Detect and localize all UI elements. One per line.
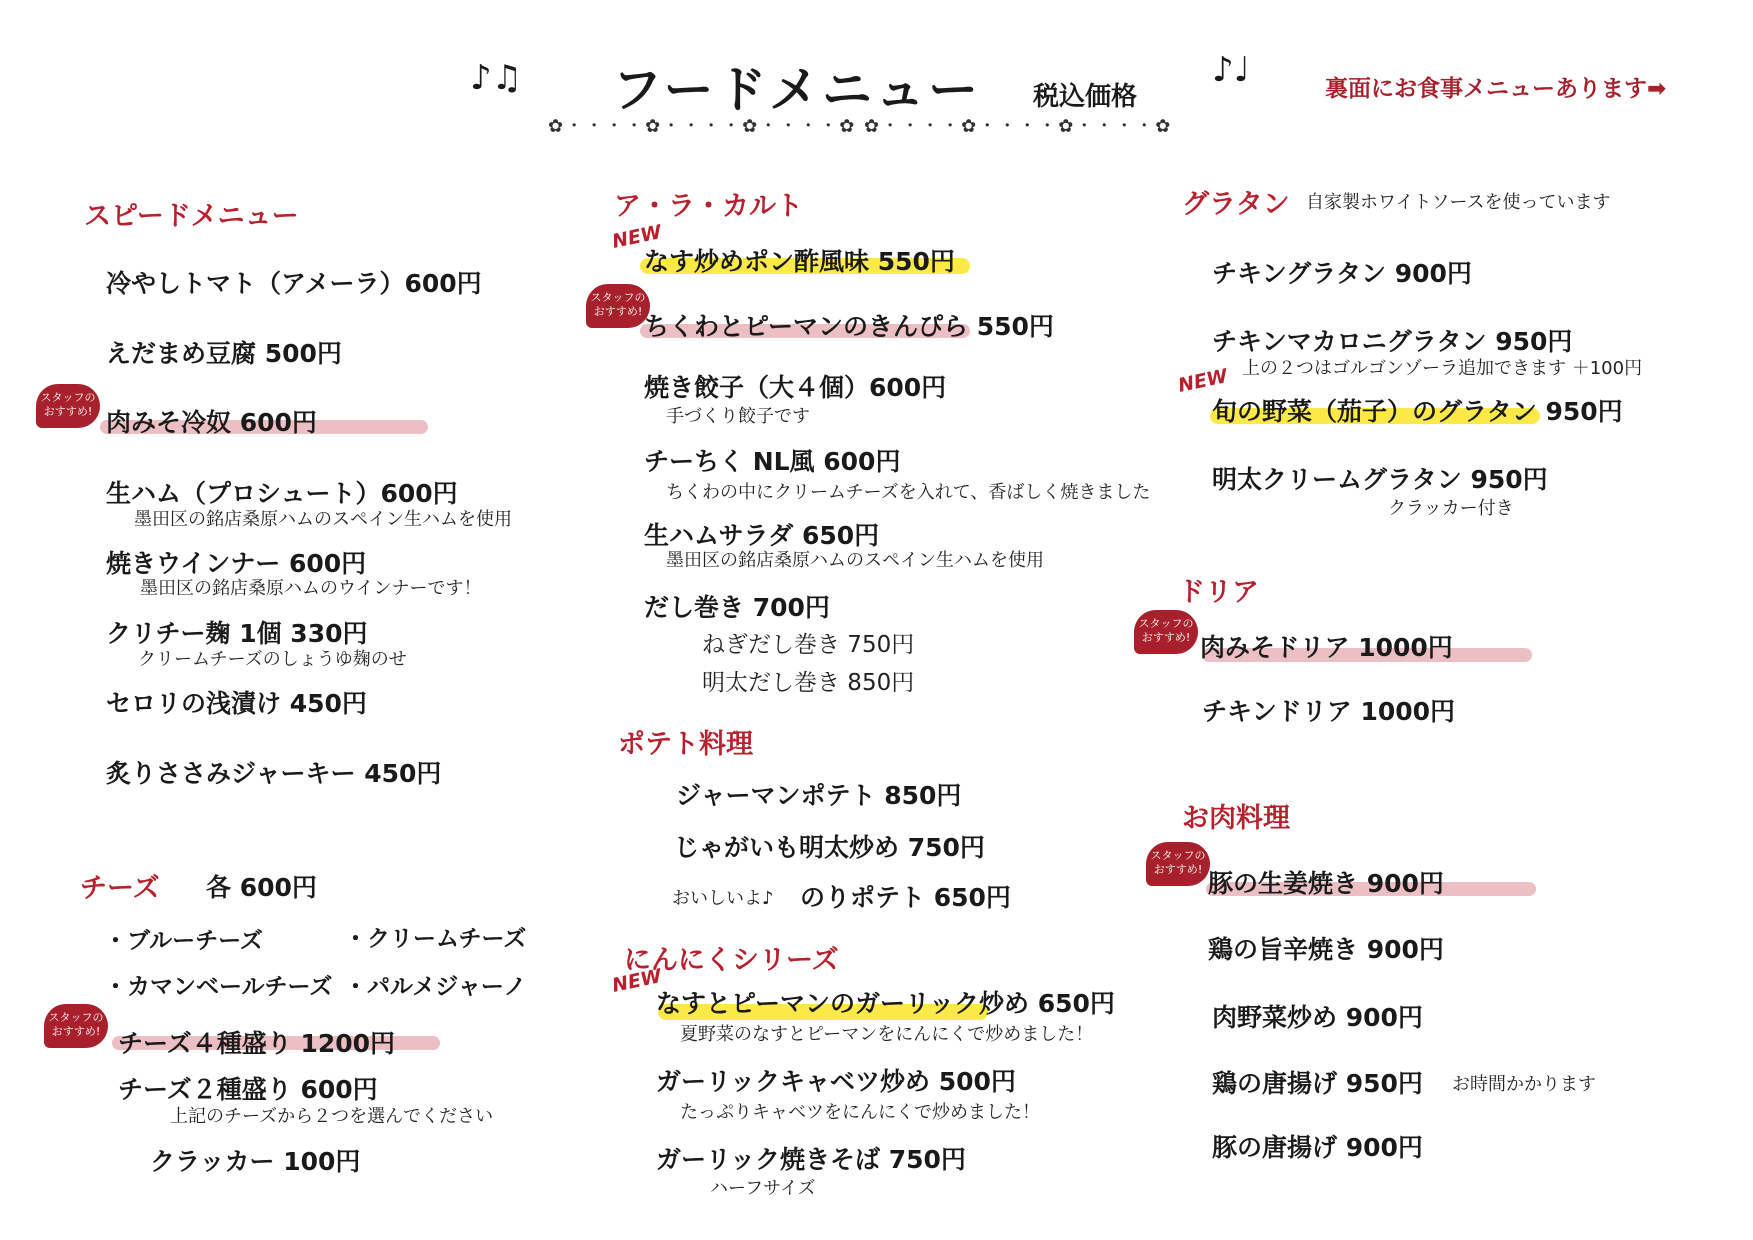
flower-dot-divider: ✿・・・・✿・・・・✿・・・・✿ ✿・・・・✿・・・・✿・・・・✿: [548, 116, 1173, 137]
staff-recommend-badge: [1146, 842, 1210, 886]
music-notes-icon-right: ♪♩: [1212, 50, 1250, 90]
menu-item: ガーリック焼きそば 750円: [656, 1145, 966, 1174]
menu-item: 豚の唐揚げ 900円: [1212, 1133, 1423, 1162]
menu-item-note: ちくわの中にクリームチーズを入れて、香ばしく焼きました: [666, 482, 1151, 503]
menu-item: だし巻き 700円: [644, 593, 830, 622]
menu-item-note: 墨田区の銘店桑原ハムのスペイン生ハムを使用: [666, 550, 1044, 571]
section-title-speed: スピードメニュー: [84, 201, 299, 232]
menu-item: 豚の生姜焼き 900円: [1208, 869, 1444, 898]
cheese-kind: ・カマンベールチーズ: [104, 974, 333, 1000]
cheese-kind: ・パルメジャーノ: [344, 974, 527, 1000]
menu-item-note: 手づくり餃子です: [666, 406, 810, 427]
menu-item-note: 夏野菜のなすとピーマンをにんにくで炒めました！: [680, 1024, 1094, 1045]
menu-item-note: 墨田区の銘店桑原ハムのスペイン生ハムを使用: [134, 509, 512, 530]
tax-included-label: 税込価格: [1033, 82, 1138, 112]
badge-text: スタッフの おすすめ!: [590, 291, 646, 318]
dashi-variant: ねぎだし巻き 750円: [702, 632, 915, 658]
menu-item: 焼き餃子（大４個）600円: [644, 373, 947, 402]
menu-item: ガーリックキャベツ炒め 500円: [656, 1067, 1016, 1096]
menu-item: チーちく NL風 600円: [644, 447, 901, 476]
menu-item: 肉みそドリア 1000円: [1200, 633, 1453, 662]
menu-item: じゃがいも明太炒め 750円: [674, 833, 985, 862]
badge-text: スタッフの おすすめ!: [1150, 849, 1206, 876]
menu-item: チーズ２種盛り 600円: [118, 1075, 378, 1104]
badge-text: スタッフの おすすめ!: [40, 391, 96, 418]
section-title-doria: ドリア: [1178, 577, 1259, 608]
menu-item: 冷やしトマト（アメーラ）600円: [106, 269, 482, 298]
cheese-price: 各 600円: [206, 873, 317, 902]
menu-item: なすとピーマンのガーリック炒め 650円: [656, 989, 1115, 1018]
menu-item: クリチー麹 1個 330円: [106, 619, 368, 648]
section-title-garlic: にんにくシリーズ: [624, 945, 839, 976]
badge-text: スタッフの おすすめ!: [48, 1011, 104, 1038]
staff-recommend-badge: [586, 284, 650, 328]
menu-item: チキングラタン 900円: [1212, 259, 1472, 288]
page-title: フードメニュー: [612, 61, 981, 119]
menu-item: チキンマカロニグラタン 950円: [1212, 327, 1573, 356]
staff-recommend-badge: [36, 384, 100, 428]
menu-item: 鶏の唐揚げ 950円: [1212, 1069, 1423, 1098]
menu-item: セロリの浅漬け 450円: [106, 689, 367, 718]
menu-item: 肉野菜炒め 900円: [1212, 1003, 1423, 1032]
menu-item-note: お時間かかります: [1452, 1074, 1596, 1095]
new-badge: NEW: [610, 221, 664, 253]
section-title-alacarte: ア・ラ・カルト: [614, 191, 803, 222]
menu-item: 生ハム（プロシュート）600円: [106, 479, 458, 508]
staff-recommend-badge: [44, 1004, 108, 1048]
menu-item-note: クリームチーズのしょうゆ麹のせ: [138, 649, 407, 670]
section-title-cheese: チーズ: [80, 873, 160, 904]
menu-item: えだまめ豆腐 500円: [106, 339, 342, 368]
menu-item: のりポテト 650円: [800, 883, 1011, 912]
staff-recommend-badge: [1134, 610, 1198, 654]
section-title-potato: ポテト料理: [618, 729, 753, 760]
cheese-kind: ・ブルーチーズ: [104, 928, 263, 954]
menu-item: ちくわとピーマンのきんぴら 550円: [644, 312, 1054, 341]
menu-item: クラッカー 100円: [150, 1147, 361, 1176]
menu-item-note: 墨田区の銘店桑原ハムのウインナーです！: [140, 578, 482, 599]
menu-item-note: 上記のチーズから２つを選んでください: [170, 1106, 494, 1127]
menu-item-note: クラッカー付き: [1388, 498, 1514, 519]
menu-item-note: たっぷりキャベツをにんにくで炒めました！: [680, 1102, 1040, 1123]
menu-item: チキンドリア 1000円: [1202, 697, 1456, 726]
music-notes-icon-left: ♪♫: [470, 58, 523, 98]
menu-item: チーズ４種盛り 1200円: [118, 1029, 396, 1058]
menu-item: 肉みそ冷奴 600円: [106, 408, 317, 437]
menu-item: 鶏の旨辛焼き 900円: [1208, 935, 1444, 964]
new-badge: NEW: [1176, 365, 1230, 397]
section-title-gratin: グラタン: [1182, 189, 1290, 220]
new-badge: NEW: [610, 965, 664, 997]
badge-text: スタッフの おすすめ!: [1138, 617, 1194, 644]
menu-item: 明太クリームグラタン 950円: [1212, 465, 1548, 494]
nori-potato-prefix: おいしいよ♪: [672, 888, 774, 909]
cheese-kind: ・クリームチーズ: [344, 926, 527, 952]
menu-item: 旬の野菜（茄子）のグラタン 950円: [1212, 397, 1623, 426]
dashi-variant: 明太だし巻き 850円: [702, 670, 915, 696]
gratin-description: 自家製ホワイトソースを使っています: [1306, 192, 1611, 213]
back-side-note: 裏面にお食事メニューあります➡: [1325, 76, 1667, 102]
menu-item: 焼きウインナー 600円: [106, 549, 367, 578]
menu-item: 生ハムサラダ 650円: [644, 521, 880, 550]
section-title-meat: お肉料理: [1182, 803, 1290, 834]
menu-item: なす炒めポン酢風味 550円: [644, 247, 955, 276]
menu-item-note: 上の２つはゴルゴンゾーラ追加できます ＋100円: [1242, 358, 1643, 379]
menu-item: 炙りささみジャーキー 450円: [106, 759, 442, 788]
menu-item: ジャーマンポテト 850円: [676, 781, 962, 810]
menu-item-note: ハーフサイズ: [710, 1178, 816, 1199]
